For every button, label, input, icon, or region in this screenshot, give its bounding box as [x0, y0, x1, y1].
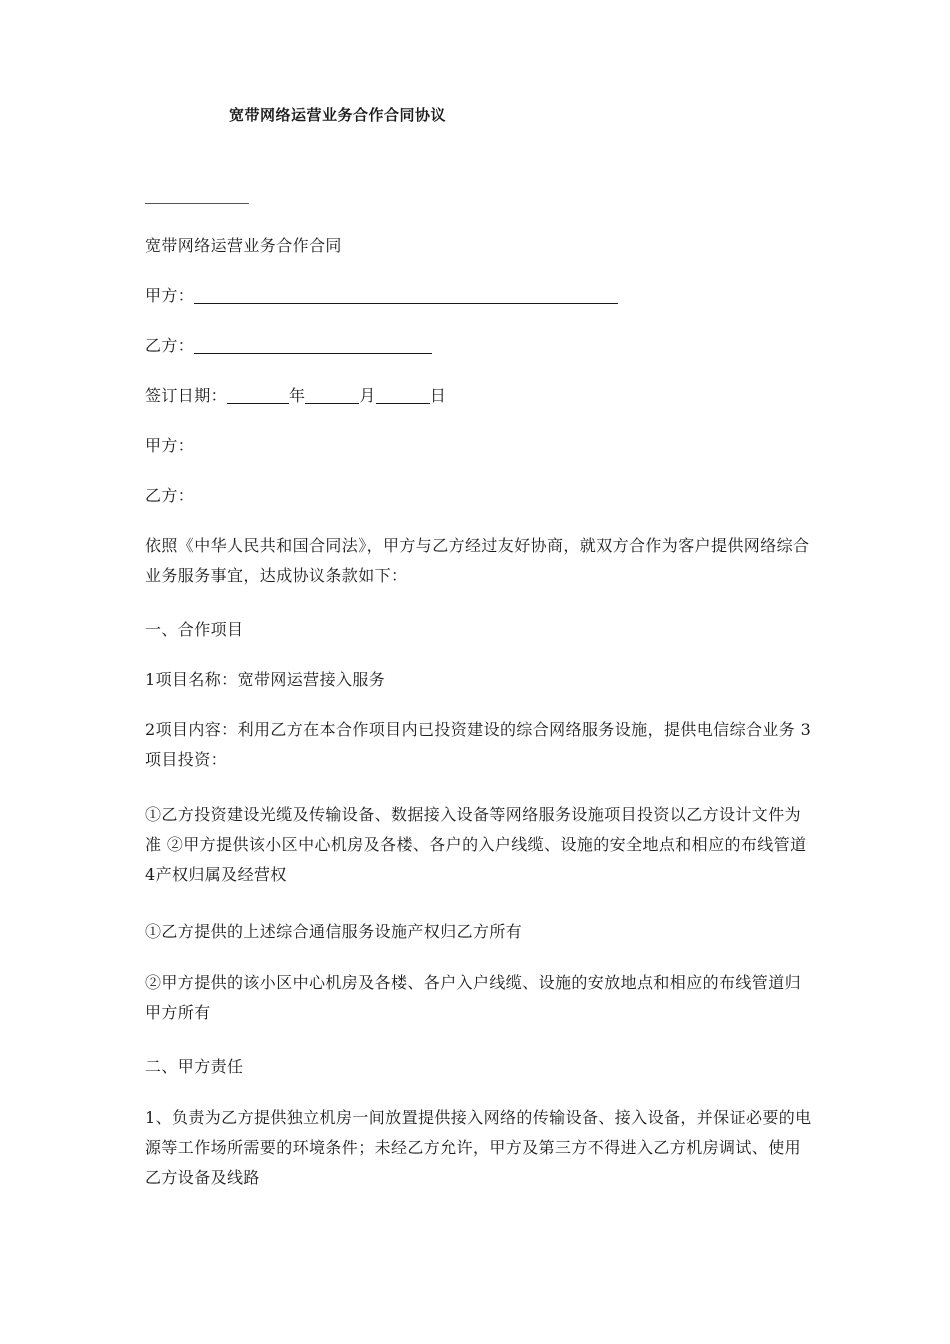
month-label: 月	[359, 386, 376, 405]
item-party-a-duty-1: 1、负责为乙方提供独立机房一间放置提供接入网络的传输设备、接入设备，并保证必要的电源等工作场所需要的环境条件；未经乙方允许，甲方及第三方不得进入乙方机房调试、使用乙方设备及线路	[145, 1108, 812, 1187]
party-a-blank	[194, 285, 618, 304]
sign-date-line	[145, 381, 446, 411]
section-2-heading: 二、甲方责任	[145, 1057, 244, 1076]
document-title: 宽带网络运营业务合作合同协议	[229, 106, 447, 124]
year-blank	[227, 385, 289, 404]
sign-date-label: 签订日期：	[145, 386, 228, 405]
party-b-blank	[194, 335, 432, 354]
year-label: 年	[289, 386, 306, 405]
month-blank	[305, 385, 359, 404]
section-1-heading: 一、合作项目	[145, 620, 244, 639]
item-project-content: 2项目内容：利用乙方在本合作项目内已投资建设的综合网络服务设施，提供电信综合业务 3项目投资：	[145, 720, 812, 769]
party-a-line	[145, 281, 618, 311]
item-project-name: 1项目名称：宽带网运营接入服务	[145, 670, 386, 689]
preamble-paragraph: 依照《中华人民共和国合同法》，甲方与乙方经过友好协商，就双方合作为客户提供网络综合业务服务事宜，达成协议条款如下：	[145, 536, 810, 585]
day-blank	[376, 385, 430, 404]
item-ownership-b: ①乙方提供的上述综合通信服务设施产权归乙方所有	[145, 922, 523, 941]
party-b-line	[145, 331, 432, 361]
party-b-signature-label: 乙方：	[145, 486, 195, 505]
day-label: 日	[429, 386, 447, 405]
header-divider	[145, 203, 249, 204]
item-investment: ①乙方投资建设光缆及传输设备、数据接入设备等网络服务设施项目投资以乙方设计文件为准 ②甲方提供该小区中心机房及各楼、各户的入户线缆、设施的安全地点和相应的布线管道 4产权归属及经营权	[145, 805, 807, 884]
contract-name: 宽带网络运营业务合作合同	[145, 236, 342, 255]
item-ownership-a: ②甲方提供的该小区中心机房及各楼、各户入户线缆、设施的安放地点和相应的布线管道归甲方所有	[145, 973, 802, 1022]
party-b-label: 乙方：	[145, 336, 195, 355]
party-a-signature-label: 甲方：	[145, 436, 195, 455]
party-a-label: 甲方：	[145, 286, 195, 305]
